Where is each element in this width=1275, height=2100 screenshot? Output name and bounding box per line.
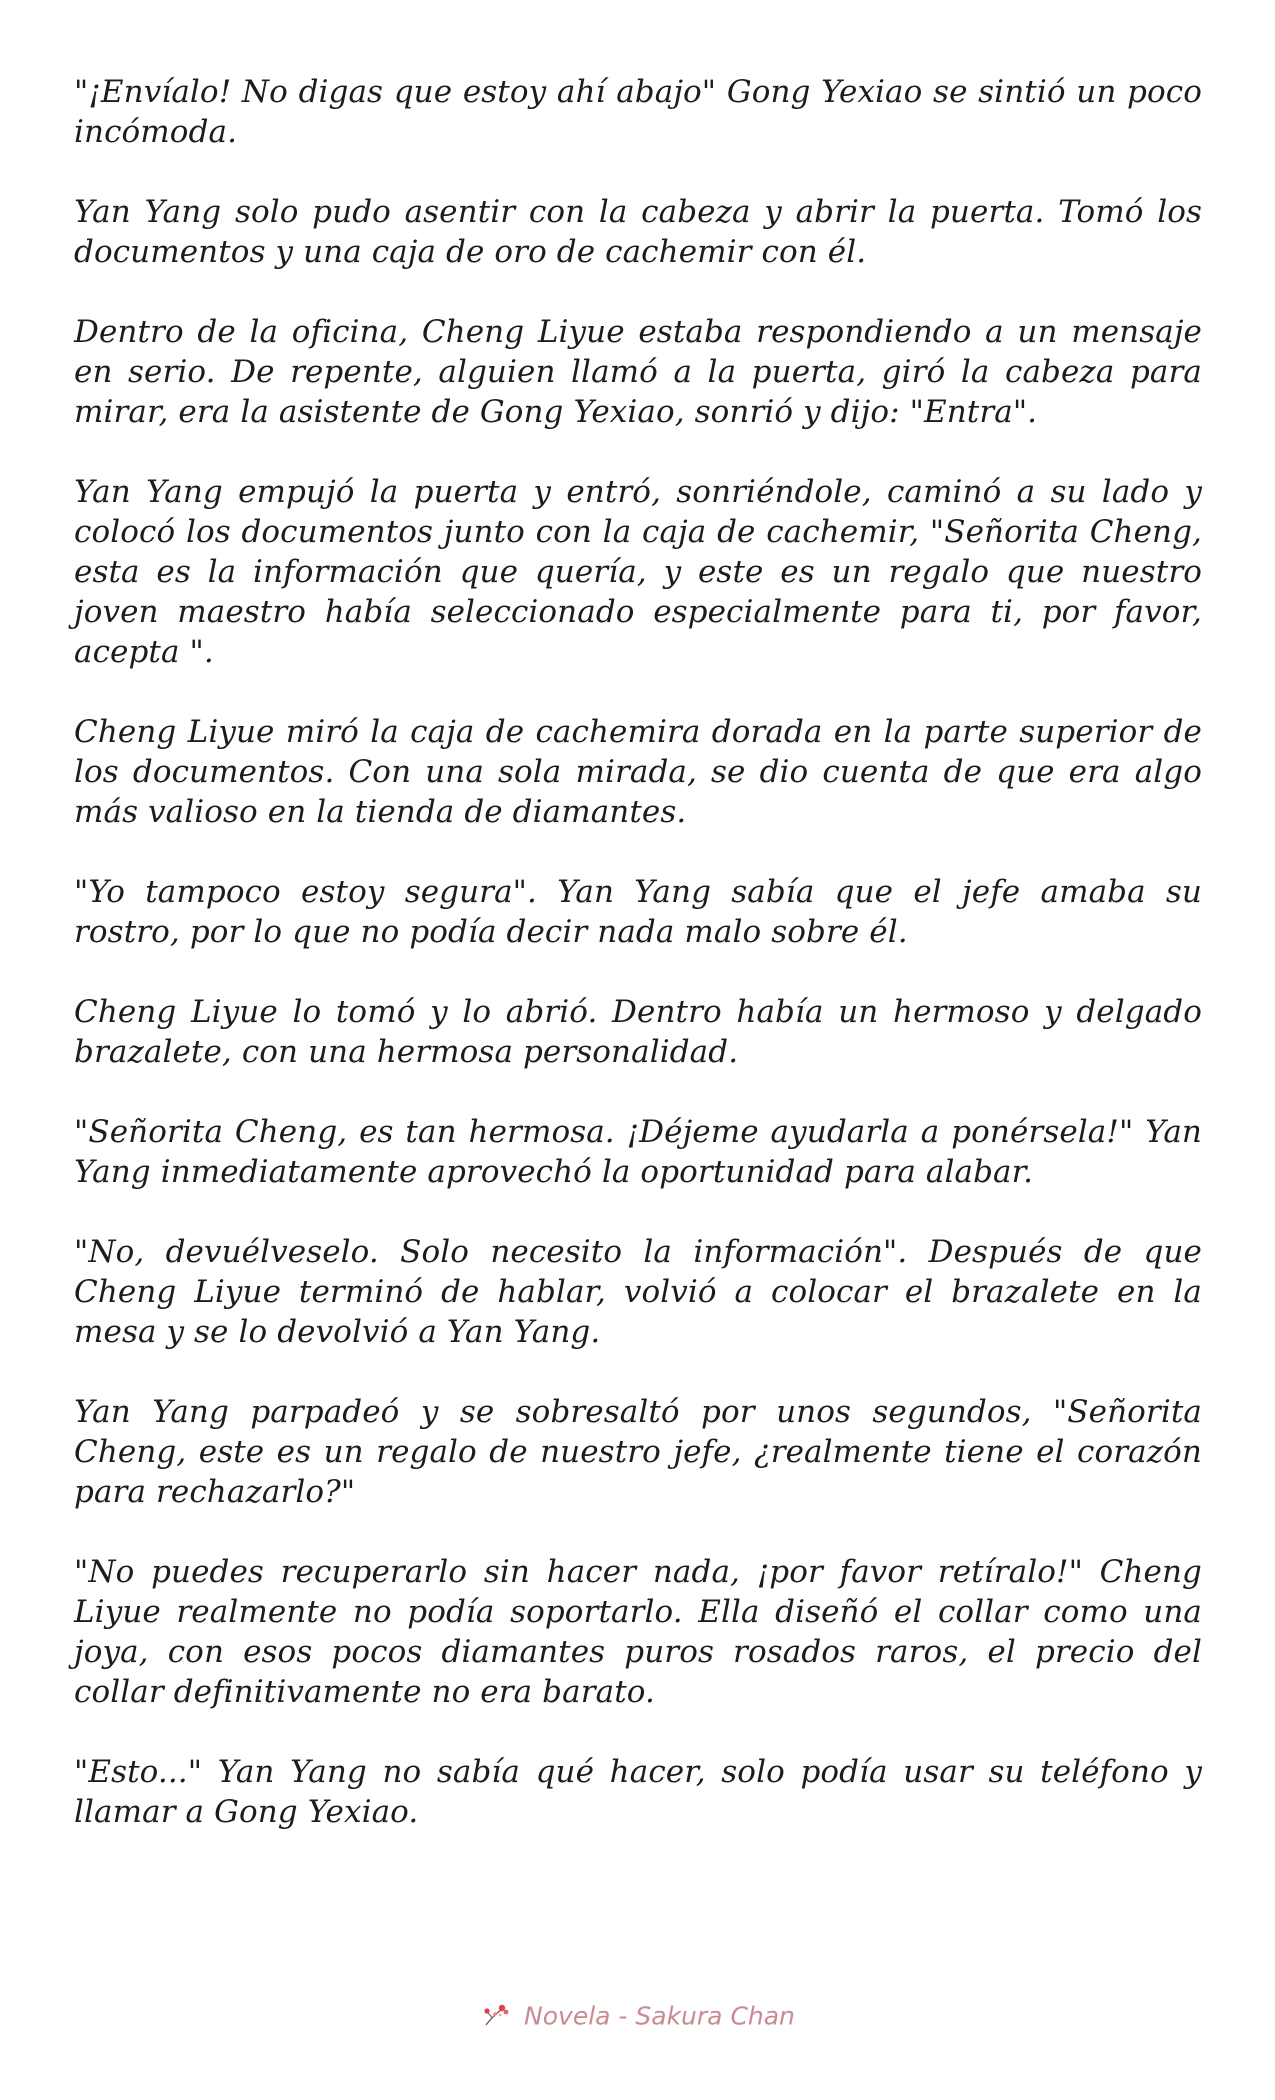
- paragraph-10: Yan Yang parpadeó y se sobresaltó por unos segundos, "Señorita Cheng, este es un regalo de nuestro jefe, ¿realmente tiene el corazón para rechazarlo?": [74, 1394, 1202, 1510]
- paragraph-11: "No puedes recuperarlo sin hacer nada, ¡por favor retíralo!" Cheng Liyue realmente no podía soportarlo. Ella diseñó el collar como una joya, con esos pocos diamantes puros rosados raros, el precio del collar definitivamente no era barato.: [74, 1554, 1202, 1710]
- paragraph-7: Cheng Liyue lo tomó y lo abrió. Dentro había un hermoso y delgado brazalete, con una hermosa personalidad.: [74, 994, 1202, 1070]
- watermark-text: Novela - Sakura Chan: [524, 2001, 795, 2031]
- paragraph-3: Dentro de la oficina, Cheng Liyue estaba respondiendo a un mensaje en serio. De repente, alguien llamó a la puerta, giró la cabeza para mirar, era la asistente de Gong Yexiao, sonrió y dijo: "Entra".: [74, 314, 1202, 430]
- paragraph-12: "Esto..." Yan Yang no sabía qué hacer, solo podía usar su teléfono y llamar a Gong Yexiao.: [74, 1754, 1202, 1830]
- paragraph-1: "¡Envíalo! No digas que estoy ahí abajo" Gong Yexiao se sintió un poco incómoda.: [74, 74, 1202, 150]
- document-body: [74, 72, 1202, 1872]
- paragraph-6: "Yo tampoco estoy segura". Yan Yang sabía que el jefe amaba su rostro, por lo que no podía decir nada malo sobre él.: [74, 874, 1202, 950]
- watermark: [0, 2000, 1275, 2031]
- paragraph-5: Cheng Liyue miró la caja de cachemira dorada en la parte superior de los documentos. Con una sola mirada, se dio cuenta de que era algo más valioso en la tienda de diamantes.: [74, 714, 1202, 830]
- paragraph-9: "No, devuélveselo. Solo necesito la información". Después de que Cheng Liyue terminó de hablar, volvió a colocar el brazalete en la mesa y se lo devolvió a Yan Yang.: [74, 1234, 1202, 1350]
- paragraph-2: Yan Yang solo pudo asentir con la cabeza y abrir la puerta. Tomó los documentos y una caja de oro de cachemir con él.: [74, 194, 1202, 270]
- paragraph-4: Yan Yang empujó la puerta y entró, sonriéndole, caminó a su lado y colocó los documentos junto con la caja de cachemir, "Señorita Cheng, esta es la información que quería, y este es un regalo que nuestro joven maestro había seleccionado especialmente para ti, por favor, acepta ".: [74, 474, 1202, 670]
- paragraph-8: "Señorita Cheng, es tan hermosa. ¡Déjeme ayudarla a ponérsela!" Yan Yang inmediatamente aprovechó la oportunidad para alabar.: [74, 1114, 1202, 1190]
- sakura-flower-icon: [480, 2001, 510, 2031]
